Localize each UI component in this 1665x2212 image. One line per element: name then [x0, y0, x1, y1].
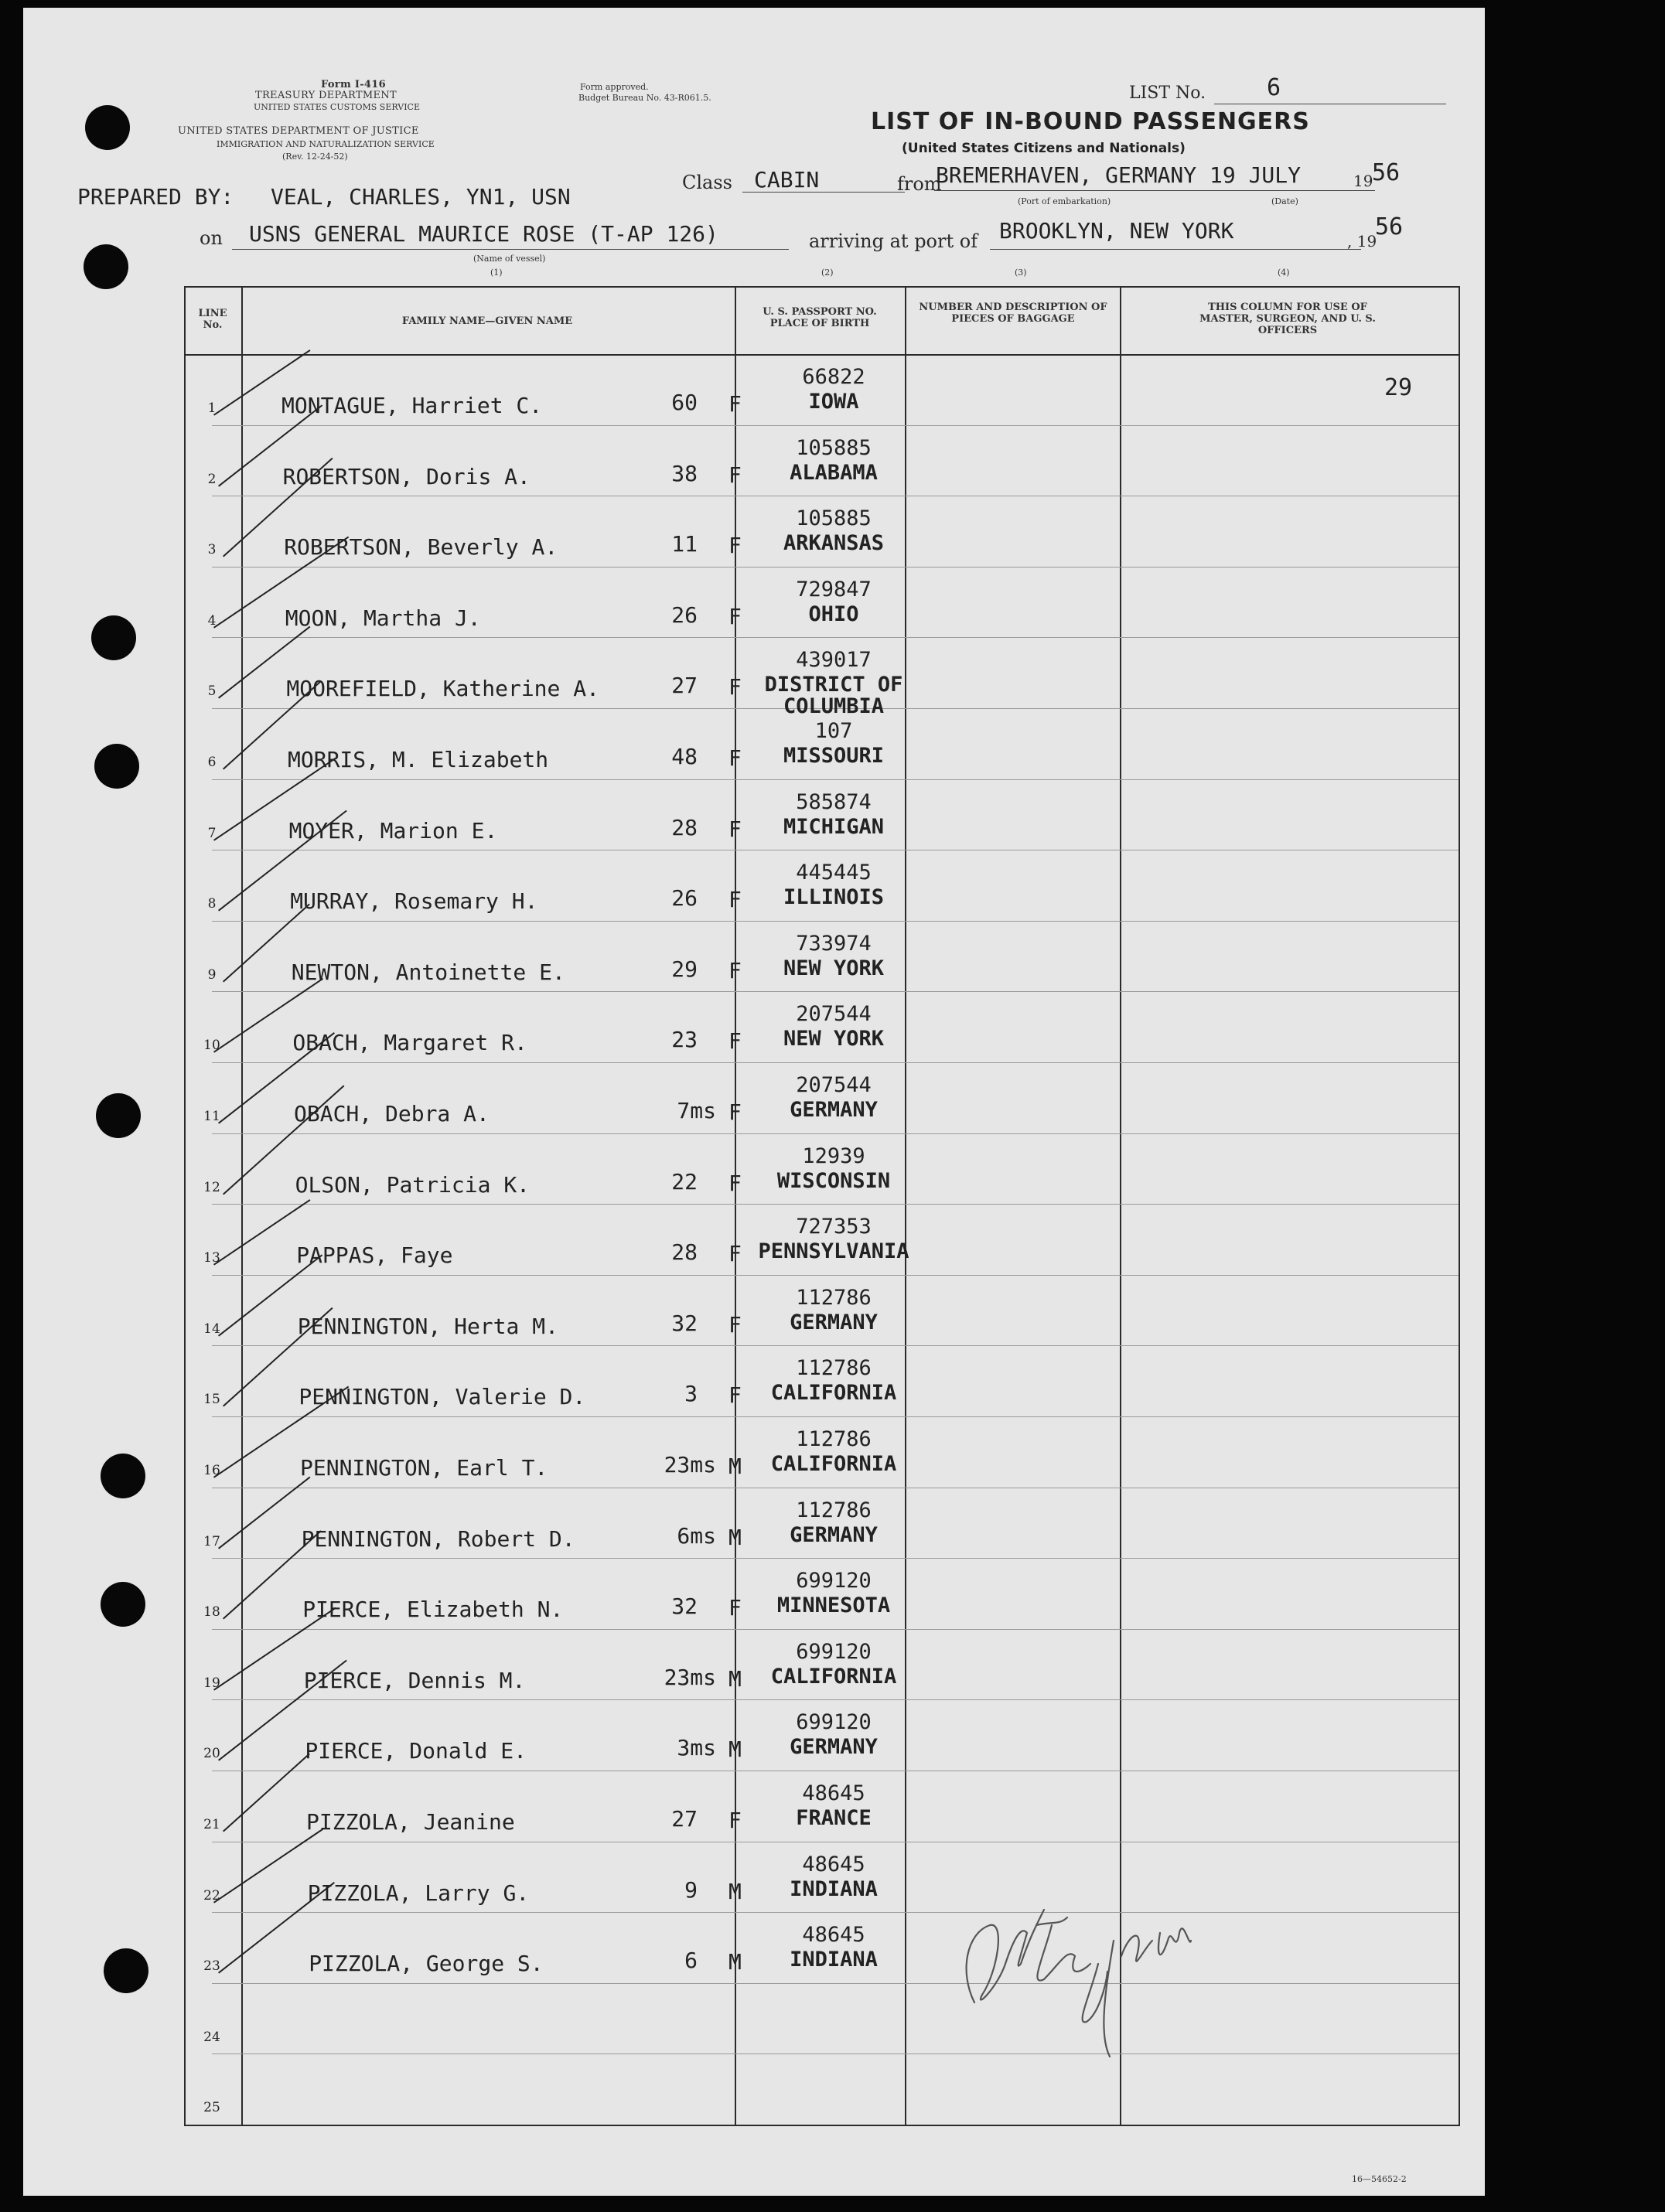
passenger-sex: F: [728, 533, 742, 559]
line-number: 17: [203, 1533, 220, 1549]
treasury-dept: TREASURY DEPARTMENT: [255, 90, 397, 101]
arrival-year: 56: [1375, 213, 1404, 240]
passenger-sex: F: [728, 1382, 742, 1409]
birthplace: FRANCE: [796, 1806, 872, 1830]
passenger-age: 27: [671, 1806, 698, 1832]
class-label: Class: [682, 172, 732, 193]
customs-service: UNITED STATES CUSTOMS SERVICE: [254, 102, 420, 112]
passenger-name: PENNINGTON, Earl T.: [300, 1455, 548, 1481]
column-number-3: (3): [1015, 268, 1027, 278]
arriving-label: arriving at port of: [809, 230, 978, 252]
passenger-sex: F: [728, 887, 742, 913]
passport-number: 66822: [802, 365, 865, 389]
column-number-2: (2): [821, 268, 834, 278]
form-approved: Form approved.: [580, 82, 649, 92]
arrival-year-prefix: , 19: [1347, 232, 1377, 251]
passport-number: 105885: [796, 435, 872, 460]
passport-number: 48645: [802, 1781, 865, 1805]
passport-number: 48645: [802, 1852, 865, 1876]
class-line: [742, 192, 905, 193]
row-divider: [212, 921, 1459, 922]
line-number: 12: [203, 1179, 220, 1195]
passenger-age: 28: [671, 814, 698, 840]
passenger-sex: F: [728, 462, 742, 488]
passenger-name: MONTAGUE, Harriet C.: [281, 393, 543, 418]
birthplace: NEW YORK: [783, 956, 885, 980]
vessel-caption: (Name of vessel): [473, 254, 546, 264]
passenger-sex: F: [728, 1241, 742, 1267]
table-left-rule: [184, 286, 186, 2126]
passport-number: 699120: [796, 1569, 872, 1593]
passenger-name: ROBERTSON, Doris A.: [282, 463, 531, 489]
ins-service: IMMIGRATION AND NATURALIZATION SERVICE: [217, 139, 435, 149]
passenger-sex: F: [728, 674, 742, 700]
punch-hole: [91, 615, 136, 660]
passenger-name: PIZZOLA, George S.: [309, 1951, 544, 1977]
birthplace: ARKANSAS: [783, 531, 885, 556]
row-divider: [212, 1983, 1459, 1984]
punch-hole: [104, 1948, 148, 1993]
birthplace-continued: COLUMBIA: [783, 694, 885, 719]
officer-note: 29: [1384, 374, 1413, 401]
form-number: Form I-416: [321, 79, 386, 90]
line-col-rule: [241, 286, 243, 2126]
page-subtitle: (United States Citizens and Nationals): [902, 141, 1186, 156]
row-divider: [212, 1558, 1459, 1559]
birthplace: WISCONSIN: [776, 1168, 891, 1193]
line-number: 1: [207, 400, 217, 416]
passenger-sex: F: [728, 1595, 742, 1621]
line-number: 25: [203, 2100, 220, 2116]
line-number: 6: [207, 755, 217, 770]
form-revision: (Rev. 12-24-52): [282, 152, 348, 162]
port-caption: (Port of embarkation): [1018, 196, 1111, 206]
class-value: CABIN: [754, 167, 820, 193]
birthplace: OHIO: [808, 602, 859, 626]
passport-number: 699120: [796, 1639, 872, 1664]
name-col-rule: [735, 286, 736, 2126]
column-header-officers: THIS COLUMN FOR USE OF MASTER, SURGEON, AND U. S. OFFICERS: [1199, 302, 1376, 336]
table-right-rule: [1459, 286, 1460, 2126]
column-number-4: (4): [1278, 268, 1290, 278]
line-number: 3: [207, 542, 217, 558]
birthplace: GERMANY: [790, 1310, 878, 1334]
passenger-sex: F: [728, 745, 742, 771]
passenger-age: 7ms: [677, 1098, 716, 1123]
row-divider: [212, 1699, 1459, 1700]
line-number: 23: [203, 1958, 220, 1975]
passport-number: 112786: [796, 1427, 872, 1451]
line-number: 21: [203, 1817, 220, 1832]
birthplace: MICHIGAN: [783, 814, 885, 839]
punch-hole: [85, 105, 130, 150]
passenger-name: OLSON, Patricia K.: [295, 1171, 531, 1198]
passport-number: 207544: [796, 1073, 872, 1097]
check-mark: [223, 1754, 310, 1832]
passenger-age: 26: [671, 885, 698, 912]
date-caption: (Date): [1271, 196, 1298, 206]
footer-code: 16—54652-2: [1352, 2174, 1407, 2184]
passenger-name: PENNINGTON, Robert D.: [301, 1525, 575, 1552]
line-number: 14: [203, 1321, 220, 1337]
passenger-name: MOYER, Marion E.: [288, 817, 498, 844]
passport-number: 585874: [796, 789, 872, 814]
passenger-name: NEWTON, Antoinette E.: [291, 959, 565, 985]
embarkation-line: [934, 190, 1375, 191]
passport-number: 112786: [796, 1285, 872, 1310]
line-number: 8: [207, 896, 217, 912]
passenger-sex: F: [728, 1808, 742, 1833]
line-number: 24: [203, 2029, 220, 2045]
passenger-name: MOOREFIELD, Katherine A.: [286, 676, 599, 702]
justice-dept: UNITED STATES DEPARTMENT OF JUSTICE: [178, 125, 419, 137]
column-number-1: (1): [490, 268, 503, 278]
row-divider: [212, 1416, 1459, 1417]
passenger-age: 23: [671, 1027, 698, 1053]
budget-bureau: Budget Bureau No. 43-R061.5.: [578, 93, 711, 103]
passenger-age: 3: [684, 1381, 698, 1407]
passenger-sex: M: [728, 1665, 742, 1692]
passenger-age: 38: [671, 460, 698, 486]
baggage-col-rule: [1120, 286, 1121, 2126]
passenger-age: 22: [671, 1168, 698, 1195]
passenger-age: 6ms: [677, 1522, 716, 1549]
birthplace: ALABAMA: [790, 460, 878, 485]
passport-number: 12939: [802, 1143, 865, 1168]
birthplace: CALIFORNIA: [770, 1452, 897, 1476]
line-number: 5: [207, 683, 217, 700]
birthplace: ILLINOIS: [783, 885, 885, 910]
line-number: 20: [203, 1746, 220, 1762]
vessel-name: USNS GENERAL MAURICE ROSE (T-AP 126): [249, 221, 718, 247]
vessel-line: [232, 249, 789, 250]
list-no-label: LIST No.: [1129, 84, 1206, 103]
from-year-prefix: 19: [1353, 172, 1373, 190]
line-number: 18: [203, 1604, 220, 1621]
birthplace: GERMANY: [790, 1098, 878, 1122]
birthplace: PENNSYLVANIA: [758, 1239, 909, 1264]
row-divider: [212, 1133, 1459, 1134]
passenger-age: 23ms: [664, 1452, 716, 1478]
column-header-passport: U. S. PASSPORT NO. PLACE OF BIRTH: [763, 306, 877, 329]
on-label: on: [200, 227, 223, 249]
passenger-age: 32: [671, 1593, 698, 1620]
passenger-name: MOON, Martha J.: [285, 605, 481, 631]
passenger-name: PIZZOLA, Larry G.: [307, 1880, 530, 1906]
passenger-name: MURRAY, Rosemary H.: [290, 888, 538, 915]
form-sheet: [23, 8, 1485, 2196]
arrival-line: [990, 249, 1361, 250]
line-number: 9: [207, 966, 217, 983]
passenger-name: OBACH, Margaret R.: [292, 1030, 527, 1056]
passport-number: 699120: [796, 1710, 872, 1735]
passenger-name: ROBERTSON, Beverly A.: [284, 534, 558, 561]
punch-hole: [101, 1582, 145, 1627]
passenger-sex: M: [728, 1524, 742, 1550]
passenger-sex: F: [728, 816, 742, 842]
passenger-name: PAPPAS, Faye: [296, 1242, 453, 1269]
passenger-sex: F: [728, 1170, 742, 1196]
passenger-age: 27: [671, 673, 698, 699]
passenger-name: PENNINGTON, Herta M.: [297, 1313, 558, 1339]
passenger-sex: F: [728, 957, 742, 983]
birthplace: MINNESOTA: [776, 1593, 891, 1618]
page-title: LIST OF IN-BOUND PASSENGERS: [871, 108, 1310, 135]
column-header-name: FAMILY NAME—GIVEN NAME: [401, 315, 573, 327]
embarkation-value: BREMERHAVEN, GERMANY 19 JULY: [936, 162, 1302, 188]
row-divider: [212, 1629, 1459, 1630]
line-number: 4: [207, 612, 217, 629]
passenger-age: 29: [671, 956, 698, 982]
from-label: from: [897, 173, 942, 195]
row-divider: [212, 425, 1459, 426]
passport-number: 107: [814, 719, 853, 743]
column-header-line: LINE No.: [198, 308, 227, 331]
passenger-sex: F: [728, 391, 742, 417]
passenger-age: 9: [684, 1876, 698, 1903]
passenger-sex: F: [728, 603, 742, 629]
passenger-sex: F: [728, 1099, 742, 1125]
passport-number: 105885: [796, 506, 872, 531]
punch-hole: [96, 1093, 141, 1138]
line-number: 15: [203, 1392, 220, 1408]
prepared-by-value: VEAL, CHARLES, YN1, USN: [271, 184, 571, 210]
birthplace: MISSOURI: [783, 744, 885, 768]
table-top-rule: [184, 286, 1460, 288]
row-divider: [212, 779, 1459, 780]
officer-signature: [943, 1879, 1222, 2064]
line-number: 22: [203, 1887, 220, 1904]
birthplace: DISTRICT OF: [764, 673, 903, 697]
birthplace: GERMANY: [790, 1735, 878, 1760]
row-divider: [212, 637, 1459, 638]
birthplace: NEW YORK: [783, 1027, 885, 1051]
table-bottom-rule: [184, 2125, 1460, 2126]
passenger-name: MORRIS, M. Elizabeth: [288, 747, 549, 772]
from-year: 56: [1372, 159, 1401, 186]
passenger-name: OBACH, Debra A.: [294, 1101, 490, 1126]
passenger-age: 11: [671, 531, 698, 557]
line-number: 2: [207, 471, 217, 487]
passenger-sex: M: [728, 1949, 742, 1975]
row-divider: [212, 1062, 1459, 1063]
row-divider: [212, 1275, 1459, 1276]
passenger-age: 60: [671, 390, 698, 415]
passenger-name: PIERCE, Elizabeth N.: [302, 1597, 564, 1623]
passenger-name: PIERCE, Donald E.: [305, 1738, 527, 1764]
passport-number: 112786: [796, 1356, 872, 1381]
row-divider: [212, 991, 1459, 992]
punch-hole: [101, 1454, 145, 1498]
birthplace: CALIFORNIA: [770, 1664, 897, 1689]
passenger-age: 6: [684, 1948, 698, 1974]
birthplace: IOWA: [808, 390, 859, 414]
line-number: 10: [203, 1038, 220, 1054]
passport-number: 727353: [796, 1215, 872, 1239]
line-number: 13: [203, 1250, 220, 1266]
birthplace: INDIANA: [790, 1948, 878, 1972]
table-header-rule: [184, 354, 1460, 356]
passport-number: 729847: [796, 577, 872, 602]
passenger-age: 3ms: [677, 1735, 716, 1761]
row-divider: [212, 1204, 1459, 1205]
passenger-sex: F: [728, 1311, 742, 1338]
passenger-age: 26: [671, 602, 698, 628]
passport-number: 48645: [802, 1923, 865, 1948]
passport-number: 439017: [796, 648, 872, 673]
passport-number: 112786: [796, 1498, 872, 1522]
arrival-port: BROOKLYN, NEW YORK: [999, 218, 1234, 244]
passenger-age: 48: [671, 744, 698, 769]
column-header-baggage: NUMBER AND DESCRIPTION OF PIECES OF BAGGAGE: [919, 302, 1107, 325]
punch-hole: [94, 744, 139, 789]
birthplace: CALIFORNIA: [770, 1381, 897, 1406]
passenger-name: PENNINGTON, Valerie D.: [299, 1384, 586, 1410]
punch-hole: [84, 244, 128, 289]
passport-col-rule: [905, 286, 906, 2126]
passenger-sex: M: [728, 1878, 742, 1904]
passenger-age: 32: [671, 1310, 698, 1336]
passport-number: 207544: [796, 1002, 872, 1027]
line-number: 16: [203, 1463, 220, 1478]
passenger-sex: M: [728, 1737, 742, 1763]
passenger-name: PIERCE, Dennis M.: [303, 1667, 526, 1693]
passenger-sex: M: [728, 1454, 742, 1479]
row-divider: [212, 1345, 1459, 1346]
passenger-name: PIZZOLA, Jeanine: [306, 1809, 515, 1835]
passenger-age: 23ms: [664, 1664, 716, 1690]
passenger-sex: F: [728, 1028, 742, 1055]
passport-number: 445445: [796, 861, 872, 885]
list-no-value: 6: [1267, 74, 1281, 101]
prepared-by-label: PREPARED BY:: [77, 184, 234, 210]
passenger-age: 28: [671, 1239, 698, 1266]
row-divider: [212, 1912, 1459, 1913]
passport-number: 733974: [796, 931, 872, 956]
birthplace: INDIANA: [790, 1876, 878, 1901]
line-number: 7: [207, 825, 217, 841]
birthplace: GERMANY: [790, 1522, 878, 1547]
line-number: 19: [203, 1675, 220, 1691]
line-number: 11: [203, 1109, 220, 1124]
